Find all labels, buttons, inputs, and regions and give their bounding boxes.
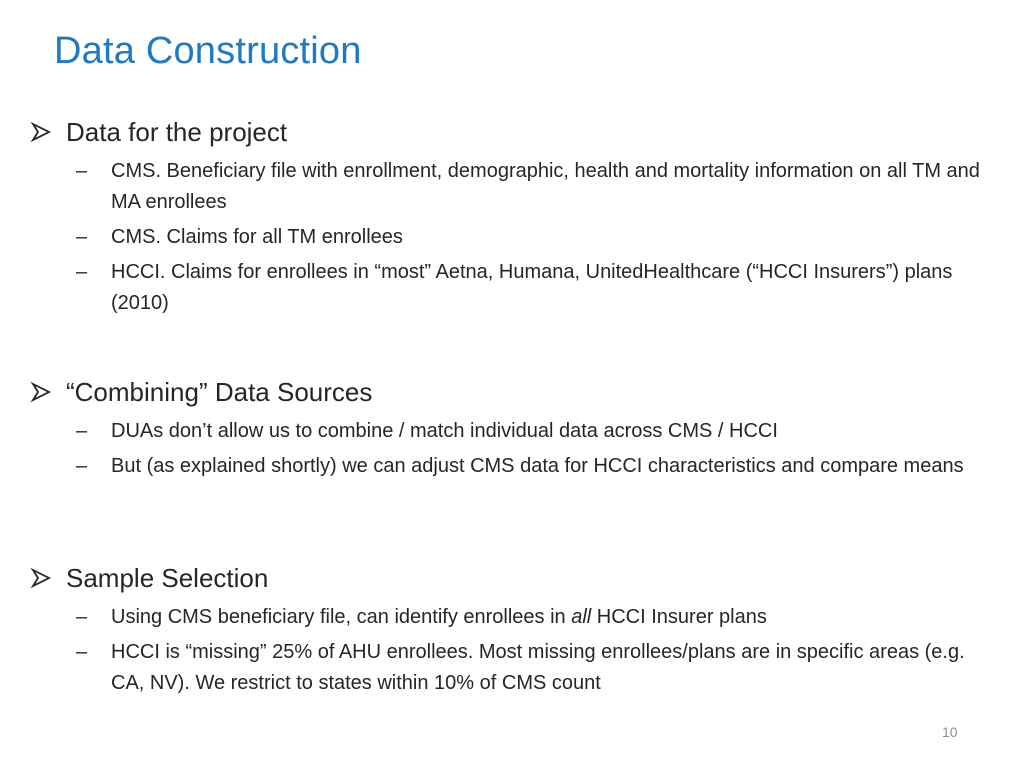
item-lead: HCCI. <box>111 261 166 283</box>
dash-bullet: – <box>76 641 88 663</box>
list-item <box>30 257 1000 319</box>
arrow-bullet-icon <box>30 121 52 143</box>
arrow-bullet-icon <box>30 381 52 403</box>
dash-bullet: – <box>76 420 88 442</box>
list-item <box>30 156 1000 218</box>
section-heading-text: Data for the project <box>66 116 288 147</box>
sub-list <box>30 156 1000 319</box>
list-item <box>30 222 1000 253</box>
dash-bullet: – <box>76 606 88 628</box>
sub-list <box>30 602 1000 699</box>
item-emphasis: all <box>571 606 592 628</box>
section-combining-data-sources <box>30 374 1000 482</box>
section-heading-text: “Combining” Data Sources <box>66 376 373 407</box>
item-text: Claims for all TM enrollees <box>161 226 403 248</box>
dash-bullet: – <box>76 226 88 248</box>
dash-bullet: – <box>76 455 88 477</box>
list-item <box>30 637 1000 699</box>
section-sample-selection <box>30 560 1000 699</box>
sub-list <box>30 416 1000 482</box>
item-lead: CMS. <box>111 226 161 248</box>
list-item <box>30 416 1000 447</box>
dash-bullet: – <box>76 261 88 283</box>
section-data-for-project <box>30 114 1000 319</box>
arrow-bullet-icon <box>30 567 52 589</box>
item-lead: CMS. <box>111 160 161 182</box>
list-item <box>30 451 1000 482</box>
item-text: Claims for enrollees in “most” Aetna, Humana, UnitedHealthcare (“HCCI Insurers”) plans (2010) <box>111 261 953 314</box>
list-item <box>30 602 1000 633</box>
dash-bullet: – <box>76 160 88 182</box>
section-heading-text: Sample Selection <box>66 562 269 593</box>
item-text: HCCI is “missing” 25% of AHU enrollees. Most missing enrollees/plans are in specific areas (e.g. CA, NV). We restrict to states within 10% of CMS count <box>111 641 965 694</box>
item-text-before: Using CMS beneficiary file, can identify enrollees in <box>111 606 572 628</box>
page-number: 10 <box>942 724 958 740</box>
item-text: Beneficiary file with enrollment, demographic, health and mortality information on all TM and MA enrollees <box>111 160 980 213</box>
slide-title: Data Construction <box>54 30 362 72</box>
section-heading <box>30 114 1000 150</box>
section-heading <box>30 560 1000 596</box>
item-text: DUAs don’t allow us to combine / match individual data across CMS / HCCI <box>111 420 778 442</box>
item-text: But (as explained shortly) we can adjust CMS data for HCCI characteristics and compare means <box>111 455 964 477</box>
section-heading <box>30 374 1000 410</box>
item-text-after: HCCI Insurer plans <box>591 606 767 628</box>
